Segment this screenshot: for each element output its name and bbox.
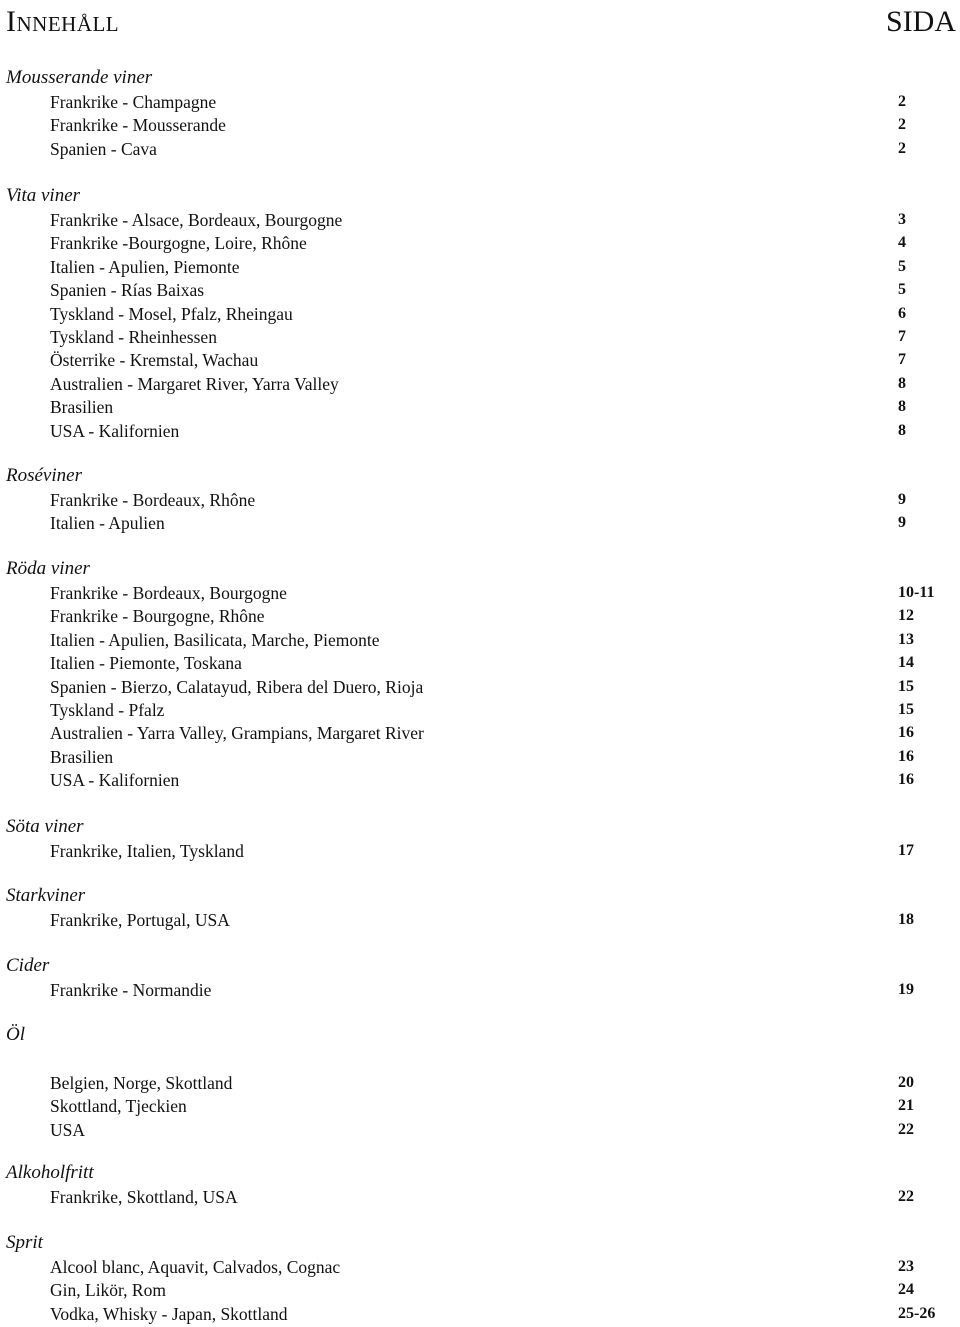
entry-label: USA - Kalifornien — [50, 420, 180, 441]
entry-label: Frankrike, Italien, Tyskland — [50, 841, 244, 861]
toc-entry — [0, 114, 960, 136]
entry-page-number: 9 — [898, 514, 906, 532]
entry-page-number: 10-11 — [898, 584, 935, 601]
toc-entry — [0, 349, 960, 371]
toc-entry — [0, 676, 960, 698]
page-column-heading: SIDA — [885, 5, 956, 38]
entry-page-number: 8 — [898, 421, 906, 439]
toc-entry — [0, 1279, 960, 1301]
entry-page-number: 8 — [898, 398, 906, 416]
toc-entry — [0, 979, 960, 1001]
toc-entry — [0, 279, 960, 301]
entry-label: Frankrike - Champagne — [50, 92, 217, 112]
toc-entry — [0, 652, 960, 674]
entry-page-number: 24 — [898, 1281, 914, 1299]
entry-label: Tyskland - Rheinhessen — [50, 327, 217, 347]
entry-label: Brasilien — [50, 397, 114, 418]
entry-label: Frankrike - Alsace, Bordeaux, Bourgogne — [50, 210, 343, 230]
entry-page-number: 23 — [898, 1258, 914, 1275]
entry-page-number: 3 — [898, 211, 906, 228]
toc-entry — [0, 582, 960, 604]
entry-page-number: 22 — [898, 1188, 914, 1205]
entry-page-number: 16 — [898, 771, 914, 789]
entry-label: Brasilien — [50, 746, 114, 767]
toc-entry — [0, 1095, 960, 1117]
toc-entry — [0, 1186, 960, 1208]
entry-label: USA - Kalifornien — [50, 770, 180, 791]
entry-label: Österrike - Kremstal, Wachau — [50, 350, 259, 371]
toc-entry — [0, 512, 960, 534]
section-heading: Mousserande viner — [6, 67, 153, 88]
entry-page-number: 2 — [898, 93, 906, 110]
entry-page-number: 21 — [898, 1097, 914, 1115]
entry-label: Alcool blanc, Aquavit, Calvados, Cognac — [50, 1257, 341, 1277]
section-heading: Röda viner — [6, 558, 90, 579]
entry-page-number: 13 — [898, 630, 914, 648]
toc-entry — [0, 722, 960, 744]
section-heading: Alkoholfritt — [6, 1162, 94, 1183]
entry-label: Spanien - Bierzo, Calatayud, Ribera del Duero, Rioja — [50, 676, 424, 697]
entry-page-number: 5 — [898, 257, 906, 275]
toc-entry — [0, 909, 960, 931]
entry-label: Frankrike -Bourgogne, Loire, Rhône — [50, 233, 307, 254]
entry-page-number: 5 — [898, 281, 906, 299]
entry-page-number: 7 — [898, 328, 906, 345]
entry-label: Frankrike - Bordeaux, Bourgogne — [50, 583, 287, 603]
entry-page-number: 19 — [898, 981, 914, 998]
toc-entry — [0, 489, 960, 511]
toc-entry — [0, 605, 960, 627]
toc-entry — [0, 373, 960, 395]
entry-label: Gin, Likör, Rom — [50, 1280, 166, 1301]
entry-label: Tyskland - Mosel, Pfalz, Rheingau — [50, 303, 293, 324]
entry-label: Frankrike - Normandie — [50, 980, 212, 1000]
entry-label: Frankrike, Skottland, USA — [50, 1187, 238, 1207]
section-heading: Öl — [6, 1024, 25, 1045]
toc-entry — [0, 256, 960, 278]
entry-label: Belgien, Norge, Skottland — [50, 1073, 233, 1093]
entry-label: Australien - Margaret River, Yarra Valley — [50, 373, 339, 394]
toc-entry — [0, 138, 960, 160]
entry-page-number: 25-26 — [898, 1304, 936, 1322]
entry-page-number: 15 — [898, 677, 914, 695]
entry-label: Italien - Piemonte, Toskana — [50, 653, 242, 674]
entry-page-number: 6 — [898, 304, 906, 322]
entry-page-number: 18 — [898, 911, 914, 928]
toc-entry — [0, 746, 960, 768]
toc-entry — [0, 699, 960, 721]
section-heading: Roséviner — [6, 465, 82, 486]
section-heading: Cider — [6, 955, 50, 976]
toc-entry — [0, 1119, 960, 1141]
toc-entry — [0, 769, 960, 791]
entry-page-number: 9 — [898, 491, 906, 508]
entry-label: Vodka, Whisky - Japan, Skottland — [50, 1303, 288, 1324]
entry-page-number: 14 — [898, 654, 914, 672]
toc-entry — [0, 303, 960, 325]
entry-page-number: 7 — [898, 351, 906, 369]
toc-entry — [0, 420, 960, 442]
toc-entry — [0, 1303, 960, 1325]
toc-entry — [0, 232, 960, 254]
entry-label: Italien - Apulien — [50, 513, 165, 534]
entry-page-number: 2 — [898, 116, 906, 134]
entry-page-number: 16 — [898, 747, 914, 765]
toc-entry — [0, 1072, 960, 1094]
toc-entry — [0, 629, 960, 651]
entry-label: Frankrike - Bourgogne, Rhône — [50, 606, 265, 627]
entry-label: Frankrike, Portugal, USA — [50, 910, 230, 930]
entry-page-number: 4 — [898, 234, 906, 252]
toc-entry — [0, 840, 960, 862]
entry-label: Australien - Yarra Valley, Grampians, Margaret River — [50, 723, 424, 744]
toc-entry — [0, 209, 960, 231]
entry-page-number: 2 — [898, 139, 906, 157]
entry-label: Skottland, Tjeckien — [50, 1096, 187, 1117]
entry-page-number: 16 — [898, 724, 914, 742]
entry-page-number: 20 — [898, 1074, 914, 1091]
toc-entry — [0, 1256, 960, 1278]
toc-entry — [0, 326, 960, 348]
entry-label: Spanien - Cava — [50, 138, 157, 159]
entry-label: Italien - Apulien, Piemonte — [50, 256, 240, 277]
entry-label: Frankrike - Mousserande — [50, 115, 226, 136]
page-title: Innehåll — [6, 5, 120, 38]
entry-page-number: 17 — [898, 842, 914, 859]
entry-label: Italien - Apulien, Basilicata, Marche, Piemonte — [50, 629, 380, 650]
toc-entry — [0, 396, 960, 418]
entry-label: Tyskland - Pfalz — [50, 700, 165, 720]
section-heading: Söta viner — [6, 816, 84, 837]
entry-page-number: 15 — [898, 701, 914, 718]
toc-header — [6, 2, 956, 42]
entry-page-number: 8 — [898, 374, 906, 392]
entry-label: USA — [50, 1119, 86, 1140]
section-heading: Vita viner — [6, 185, 81, 206]
section-heading: Starkviner — [6, 885, 86, 906]
section-heading: Sprit — [6, 1232, 43, 1253]
entry-page-number: 12 — [898, 607, 914, 625]
entry-label: Frankrike - Bordeaux, Rhône — [50, 490, 256, 510]
entry-label: Spanien - Rías Baixas — [50, 280, 205, 301]
toc-entry — [0, 91, 960, 113]
entry-page-number: 22 — [898, 1120, 914, 1138]
